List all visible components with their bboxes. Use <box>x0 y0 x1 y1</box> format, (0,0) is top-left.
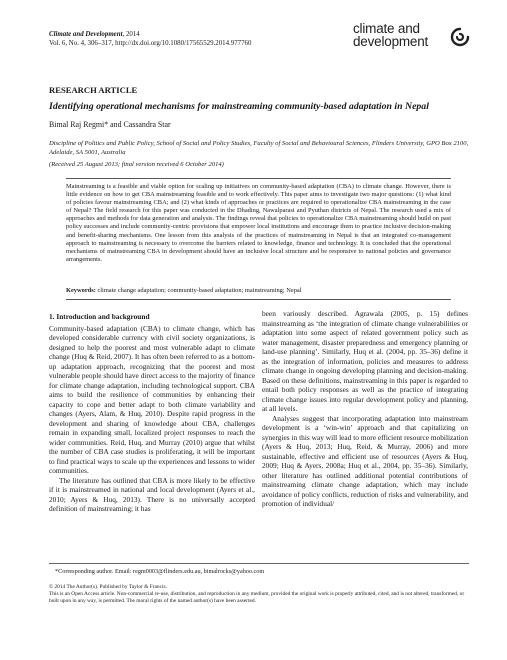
copyright-line: © 2014 The Author(s). Published by Taylor & Francis. <box>49 584 167 590</box>
logo-text-line2: development <box>353 34 429 49</box>
received-dates: (Received 25 August 2013; final version received 6 October 2014) <box>49 161 224 168</box>
keywords-line <box>66 287 451 294</box>
paragraph: The literature has outlined that CBA is more likely to be effective if it is mainstreamed in national and local development (Ayers et al., 2010; Ayers & Huq, 2013). There is no universally accepted definition of mainstreaming; it has <box>49 475 255 513</box>
keywords-label: Keywords: <box>66 287 96 294</box>
paragraph: been variously described. Agrawala (2005, p. 15) defines mainstreaming as ‘the integration of climate change vulnerabilities or adaptation into some aspect of related government policy such as water management, disaster preparedness and emergency planning or land-use planning’. Similarly, Huq et al. (2004, pp. 35–36) define it as the integration of information, policies and measures to address climate change in ongoing developing planning and decision-making. Based on these definitions, mainstreaming in this paper is regarded to entail both policy responses as well as the practice of integrating climate change issues into regular development policy and planning, at all levels. <box>262 309 468 413</box>
license-text: This is an Open Access article. Non-commercial re-use, distribution, and reproduction in any medium, provided the original work is properly attributed, cited, and is not altered, transformed, or built upon in any way, is permitted. The moral rights of the named author(s) have been asserted. <box>49 591 465 604</box>
abstract-text: Mainstreaming is a feasible and viable option for scaling up initiatives on community-based adaptation (CBA) to climate change. However, there is little evidence on how to get CBA mainstreaming feasible and to work effectively. This paper aims to investigate two major questions: (1) what kind of policies favour mainstreaming CBA; and (2) what kinds of approaches or practices are required to operationalize CBA mainstreaming in the case of Nepal? The field research for this paper was conducted in the Dhading, Nawalparasi and Pyuthan districts of Nepal. The research used a mix of approaches and methods for data generation and analysis. The findings reveal that policies to operationalize CBA mainstreaming should build on past policy successes and include community-centric provisions that empower local institutions and encourage them to practice inclusive decision-making and benefit-sharing mechanisms. One lesson from this analysis of the practices of mainstreaming in Nepal is that an integrated co-management approach to mainstreaming is necessary to overcome the barriers related to knowledge, finance and technology. It is concluded that the operational mechanisms of mainstreaming CBA in development should have an inclusive local structure and be responsive to national policies and governance arrangements. <box>66 183 451 263</box>
abstract-top-rule <box>66 178 451 179</box>
paragraph: Community-based adaptation (CBA) to climate change, which has developed considerable currency with civil society organizations, is designed to help the poorest and most vulnerable adapt to climate change (Huq & Reid, 2007). It has often been referred to as a bottom-up adaptation approach, recognizing that the poorest and most vulnerable people should have direct access to the majority of finance for climate change adaptation, including technological support. CBA aims to build the resilience of communities by enhancing their capacity to cope and better adapt to both climate variability and changes (Ayers, Alam, & Huq, 2010). Despite rapid progress in the development and sharing of knowledge about CBA, challenges remain in expanding small, localized project responses to reach the wider communities. Reid, Huq, and Murray (2010) argue that whilst the number of CBA case studies is proliferating, it will be important to find practical ways to scale up the experiences and lessons to wider communities. <box>49 323 255 475</box>
swirl-logo-icon <box>449 26 471 48</box>
paragraph: Analyses suggest that incorporating adaptation into mainstream development is a ‘win-win’ approach and that capitalizing on synergies in this way will lead to more efficient resource mobilization (Ayers & Huq, 2013; Huq, Reid, & Murray, 2006) and more sustainable, effective and efficient use of resources (Ayers & Huq, 2009; Huq & Ayers, 2008a; Huq et al., 2004, pp. 35–36). Similarly, other literature has outlined additional potential contributions of mainstreaming climate change adaptation, which may include avoidance of policy conflicts, reduction of risks and vulnerability, and promotion of individual/ <box>262 413 468 508</box>
journal-logo <box>353 22 473 54</box>
logo-text-line1: climate and <box>353 21 420 36</box>
keywords-text: climate change adaptation; community-based adaptation; mainstreaming; Nepal <box>97 287 302 294</box>
article-title: Identifying operational mechanisms for mainstreaming community-based adaptation in Nepal <box>49 101 429 112</box>
body-column-right <box>262 309 468 509</box>
journal-citation[interactable]: Vol. 6, No. 4, 306–317, http://dx.doi.org/10.1080/17565529.2014.977760 <box>49 40 252 47</box>
page-footer <box>49 563 469 604</box>
corresponding-author[interactable]: *Corresponding author. Email: regm0003@flinders.edu.au, bimalrocks@yahoo.com <box>55 568 265 575</box>
journal-header <box>49 30 251 48</box>
article-authors: Bimal Raj Regmi* and Cassandra Star <box>49 120 171 129</box>
article-type-label: RESEARCH ARTICLE <box>49 85 138 95</box>
journal-year: , 2014 <box>122 31 140 38</box>
footnote-rule <box>49 563 469 564</box>
body-column-left <box>49 312 255 514</box>
author-affiliation: Discipline of Politics and Public Policy, School of Social and Policy Studies, Faculty of Social and Behavioural Sciences, Flinders University, GPO Box 2100, Adelaide, SA 5001, Australia <box>49 140 469 156</box>
copyright-notice <box>49 584 469 605</box>
section-heading-introduction: 1. Introduction and background <box>49 312 150 321</box>
abstract-bottom-rule <box>66 299 451 300</box>
journal-name: Climate and Development <box>49 31 123 38</box>
